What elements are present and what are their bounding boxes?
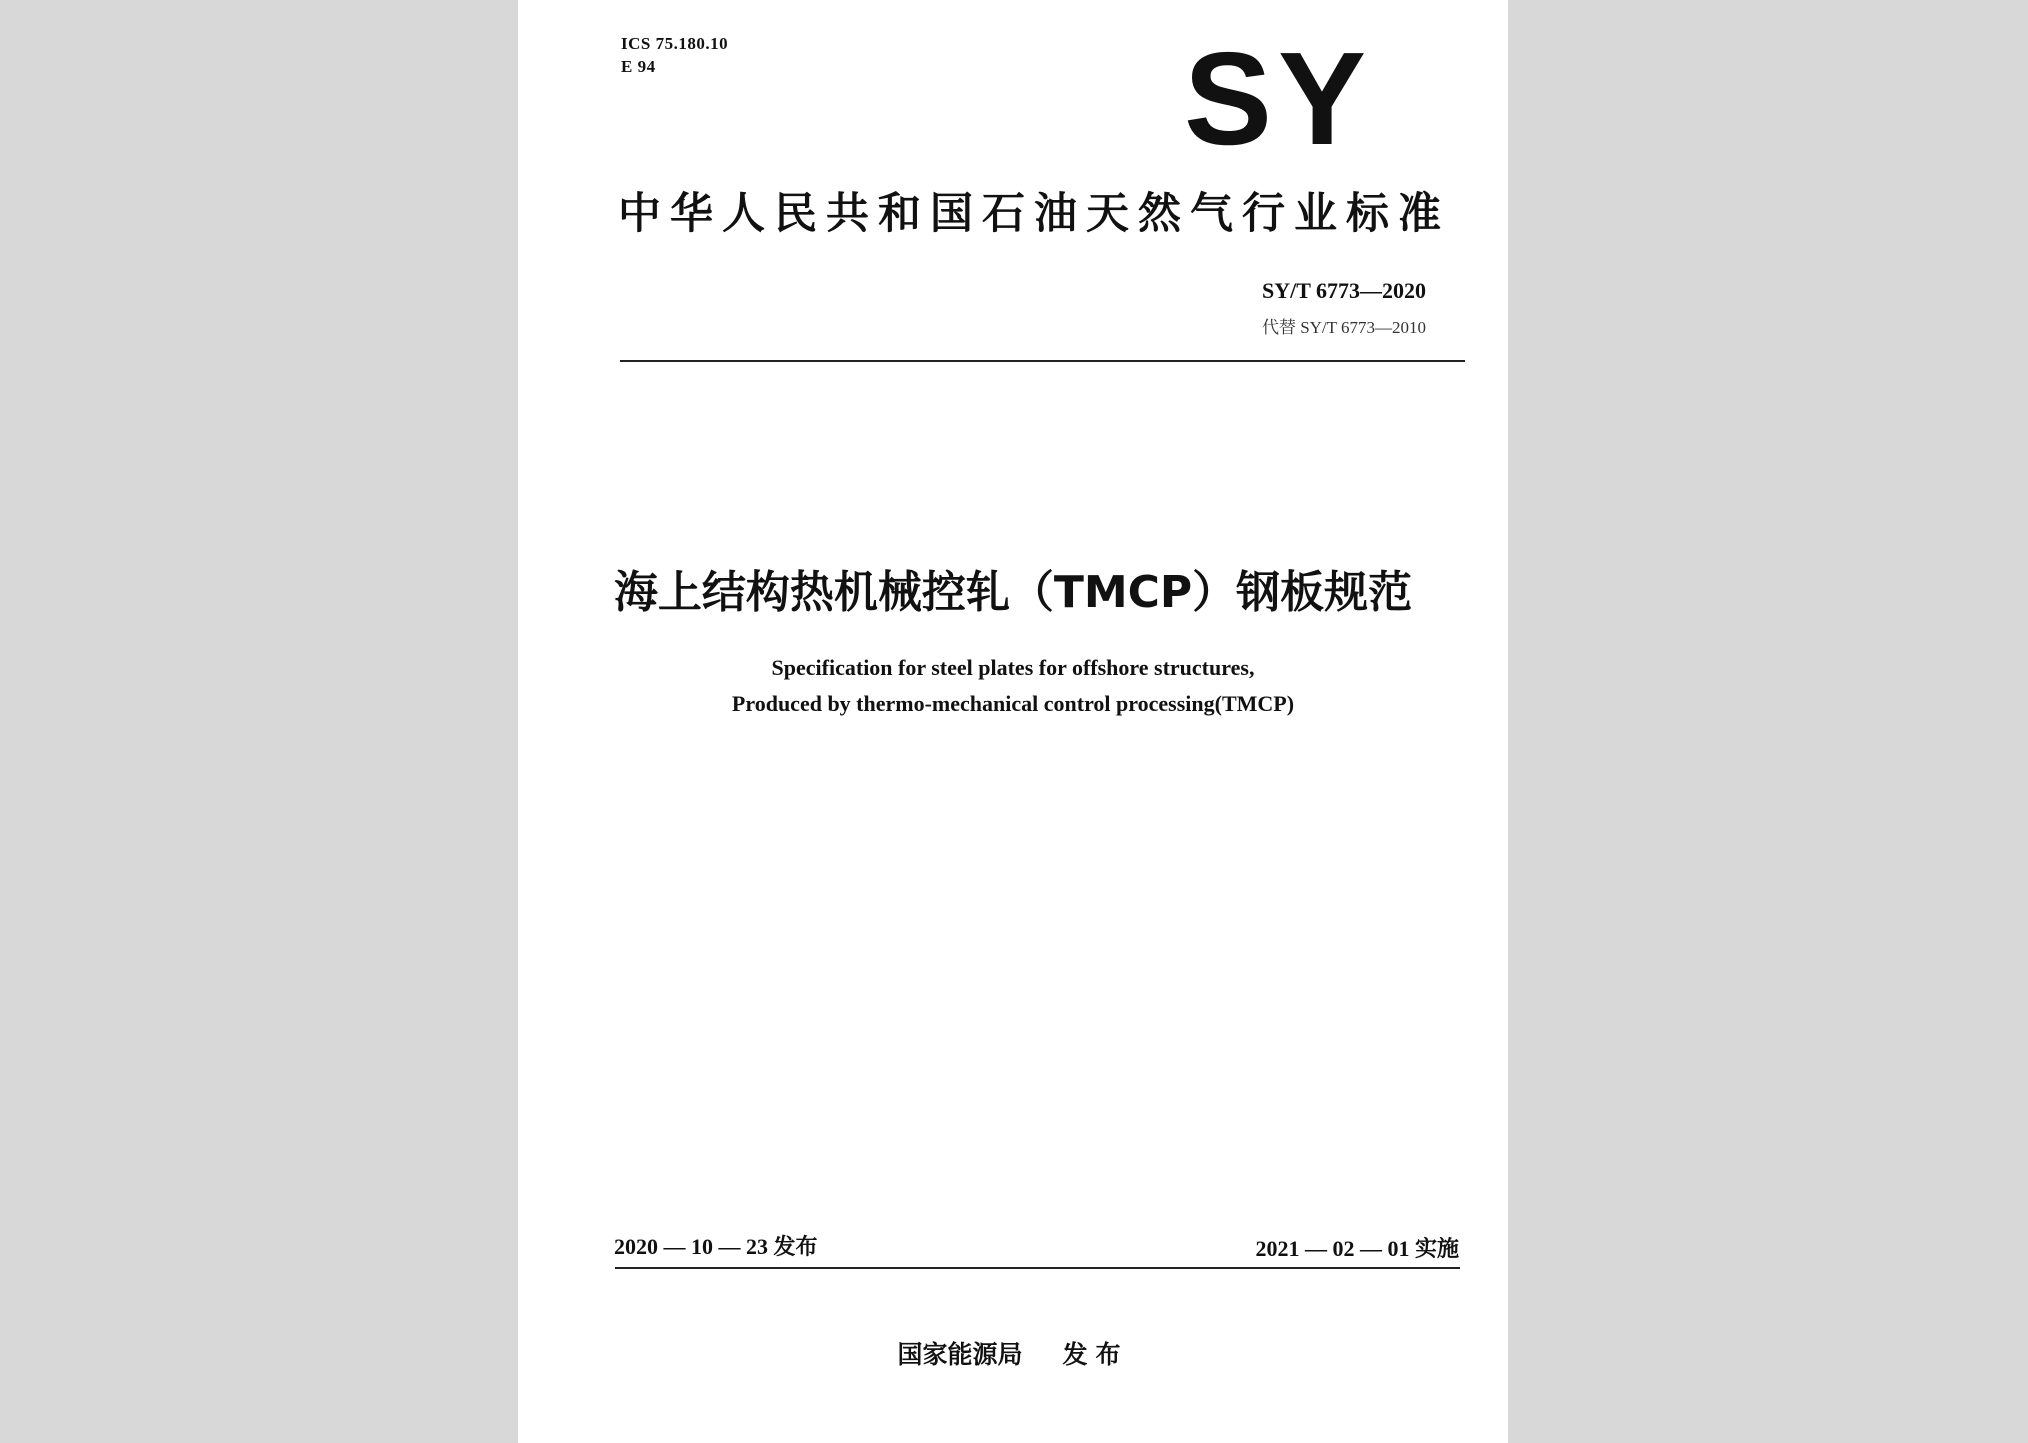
replaces-standard: 代替 SY/T 6773—2010 — [1261, 318, 1426, 337]
sy-logo-text: SY — [1183, 40, 1373, 158]
sy-logo — [1178, 40, 1378, 158]
ics-code: ICS 75.180.10 — [621, 34, 729, 53]
title-english-line-1: Specification for steel plates for offshore structures, — [771, 655, 1255, 680]
ccs-code: E 94 — [621, 57, 656, 76]
footer-divider — [615, 1267, 1460, 1269]
authority-name: 国家能源局 — [897, 1340, 1023, 1369]
title-english — [518, 650, 1508, 722]
title-chinese: 海上结构热机械控轧（TMCP）钢板规范 — [613, 567, 1413, 618]
implementation-date: 2021 — 02 — 01 实施 — [1255, 1236, 1459, 1261]
header-divider — [620, 360, 1465, 362]
cover-page — [518, 0, 1508, 1443]
title-english-line-2: Produced by thermo-mechanical control processing(TMCP) — [731, 691, 1295, 716]
publishing-authority — [518, 1335, 1508, 1371]
industry-standard-title: 中华人民共和国石油天然气行业标准 — [618, 189, 1450, 239]
publish-label: 发布 — [1062, 1340, 1129, 1369]
standard-number: SY/T 6773—2020 — [1261, 278, 1426, 303]
classification-codes — [621, 32, 728, 78]
issue-date: 2020 — 10 — 23 发布 — [614, 1234, 818, 1259]
